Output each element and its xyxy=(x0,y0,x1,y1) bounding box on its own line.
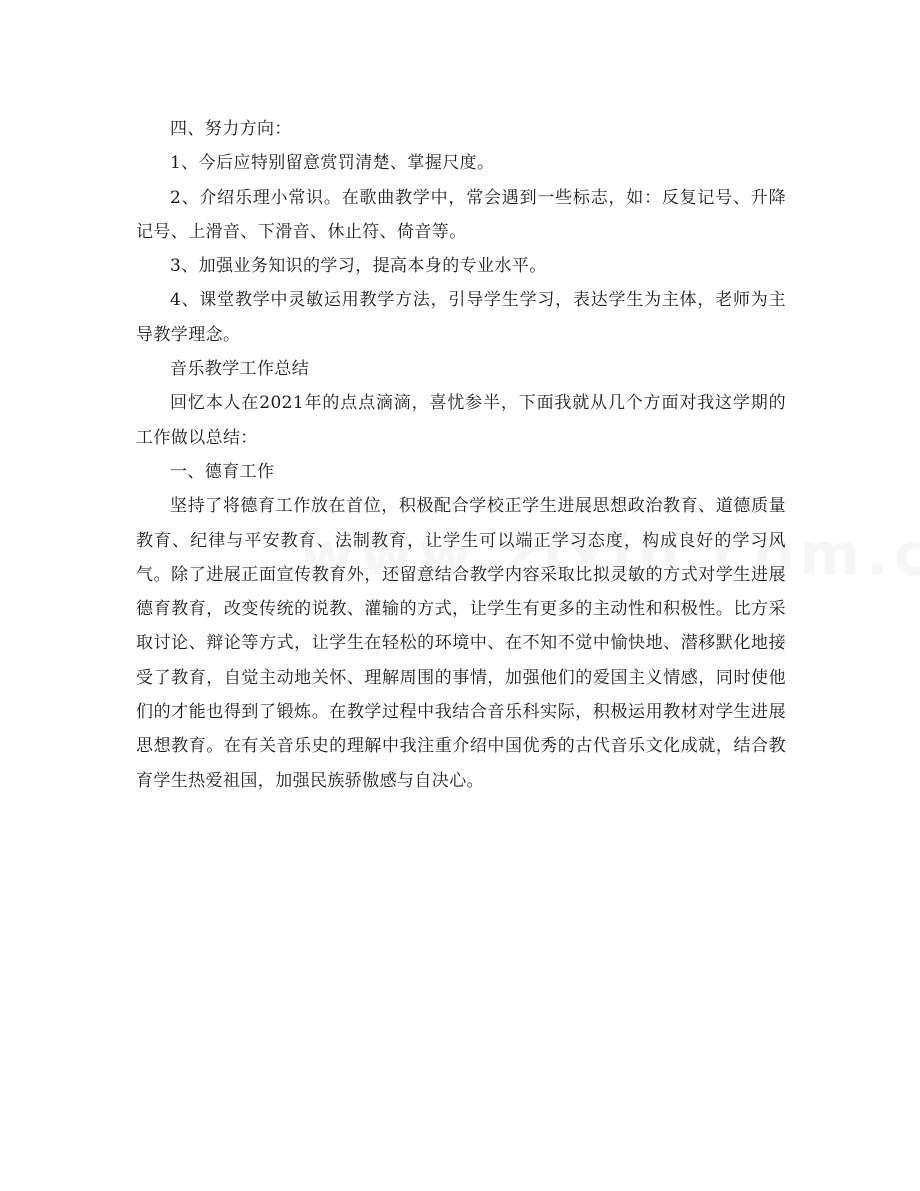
list-item-3: 3、加强业务知识的学习，提高本身的专业水平。 xyxy=(170,256,547,277)
intro-paragraph: 回忆本人在2021年的点点滴滴，喜忧参半，下面我就从几个方面对我这学期的工作做以总结： xyxy=(136,393,786,448)
list-item-4: 4、课堂教学中灵敏运用教学方法，引导学生学习，表达学生为主体，老师为主导教学理念。 xyxy=(136,290,786,345)
document-body xyxy=(136,112,786,798)
document-title: 音乐教学工作总结 xyxy=(170,359,310,380)
section-heading-efforts: 四、努力方向： xyxy=(170,119,292,139)
body-paragraph: 坚持了将德育工作放在首位，积极配合学校正学生进展思想政治教育、道德质量教育、纪律与平安教育、法制教育，让学生可以端正学习态度，构成良好的学习风气。除了进展正面宣传教育外，还留意结合教学内容采取比拟灵敏的方式对学生进展德育教育，改变传统的说教、灌输的方式，让学生有更多的主动性和积极性。比方采取讨论、辩论等方式，让学生在轻松的环境中、在不知不觉中愉快地、潜移默化地接受了教育，自觉主动地关怀、理解周围的事情，加强他们的爱国主义情感，同时使他们的才能也得到了锻炼。在教学过程中我结合音乐科实际，积极运用教材对学生进展思想教育。在有关音乐史的理解中我注重介绍中国优秀的古代音乐文化成就，结合教育学生热爱祖国，加强民族骄傲感与自决心。 xyxy=(136,496,786,791)
list-item-1: 1、今后应特别留意赏罚清楚、掌握尺度。 xyxy=(170,153,495,174)
list-item-2: 2、介绍乐理小常识。在歌曲教学中，常会遇到一些标志，如：反复记号、升降记号、上滑音、下滑音、休止符、倚音等。 xyxy=(136,187,786,242)
section-heading-moral: 一、德育工作 xyxy=(170,461,275,482)
